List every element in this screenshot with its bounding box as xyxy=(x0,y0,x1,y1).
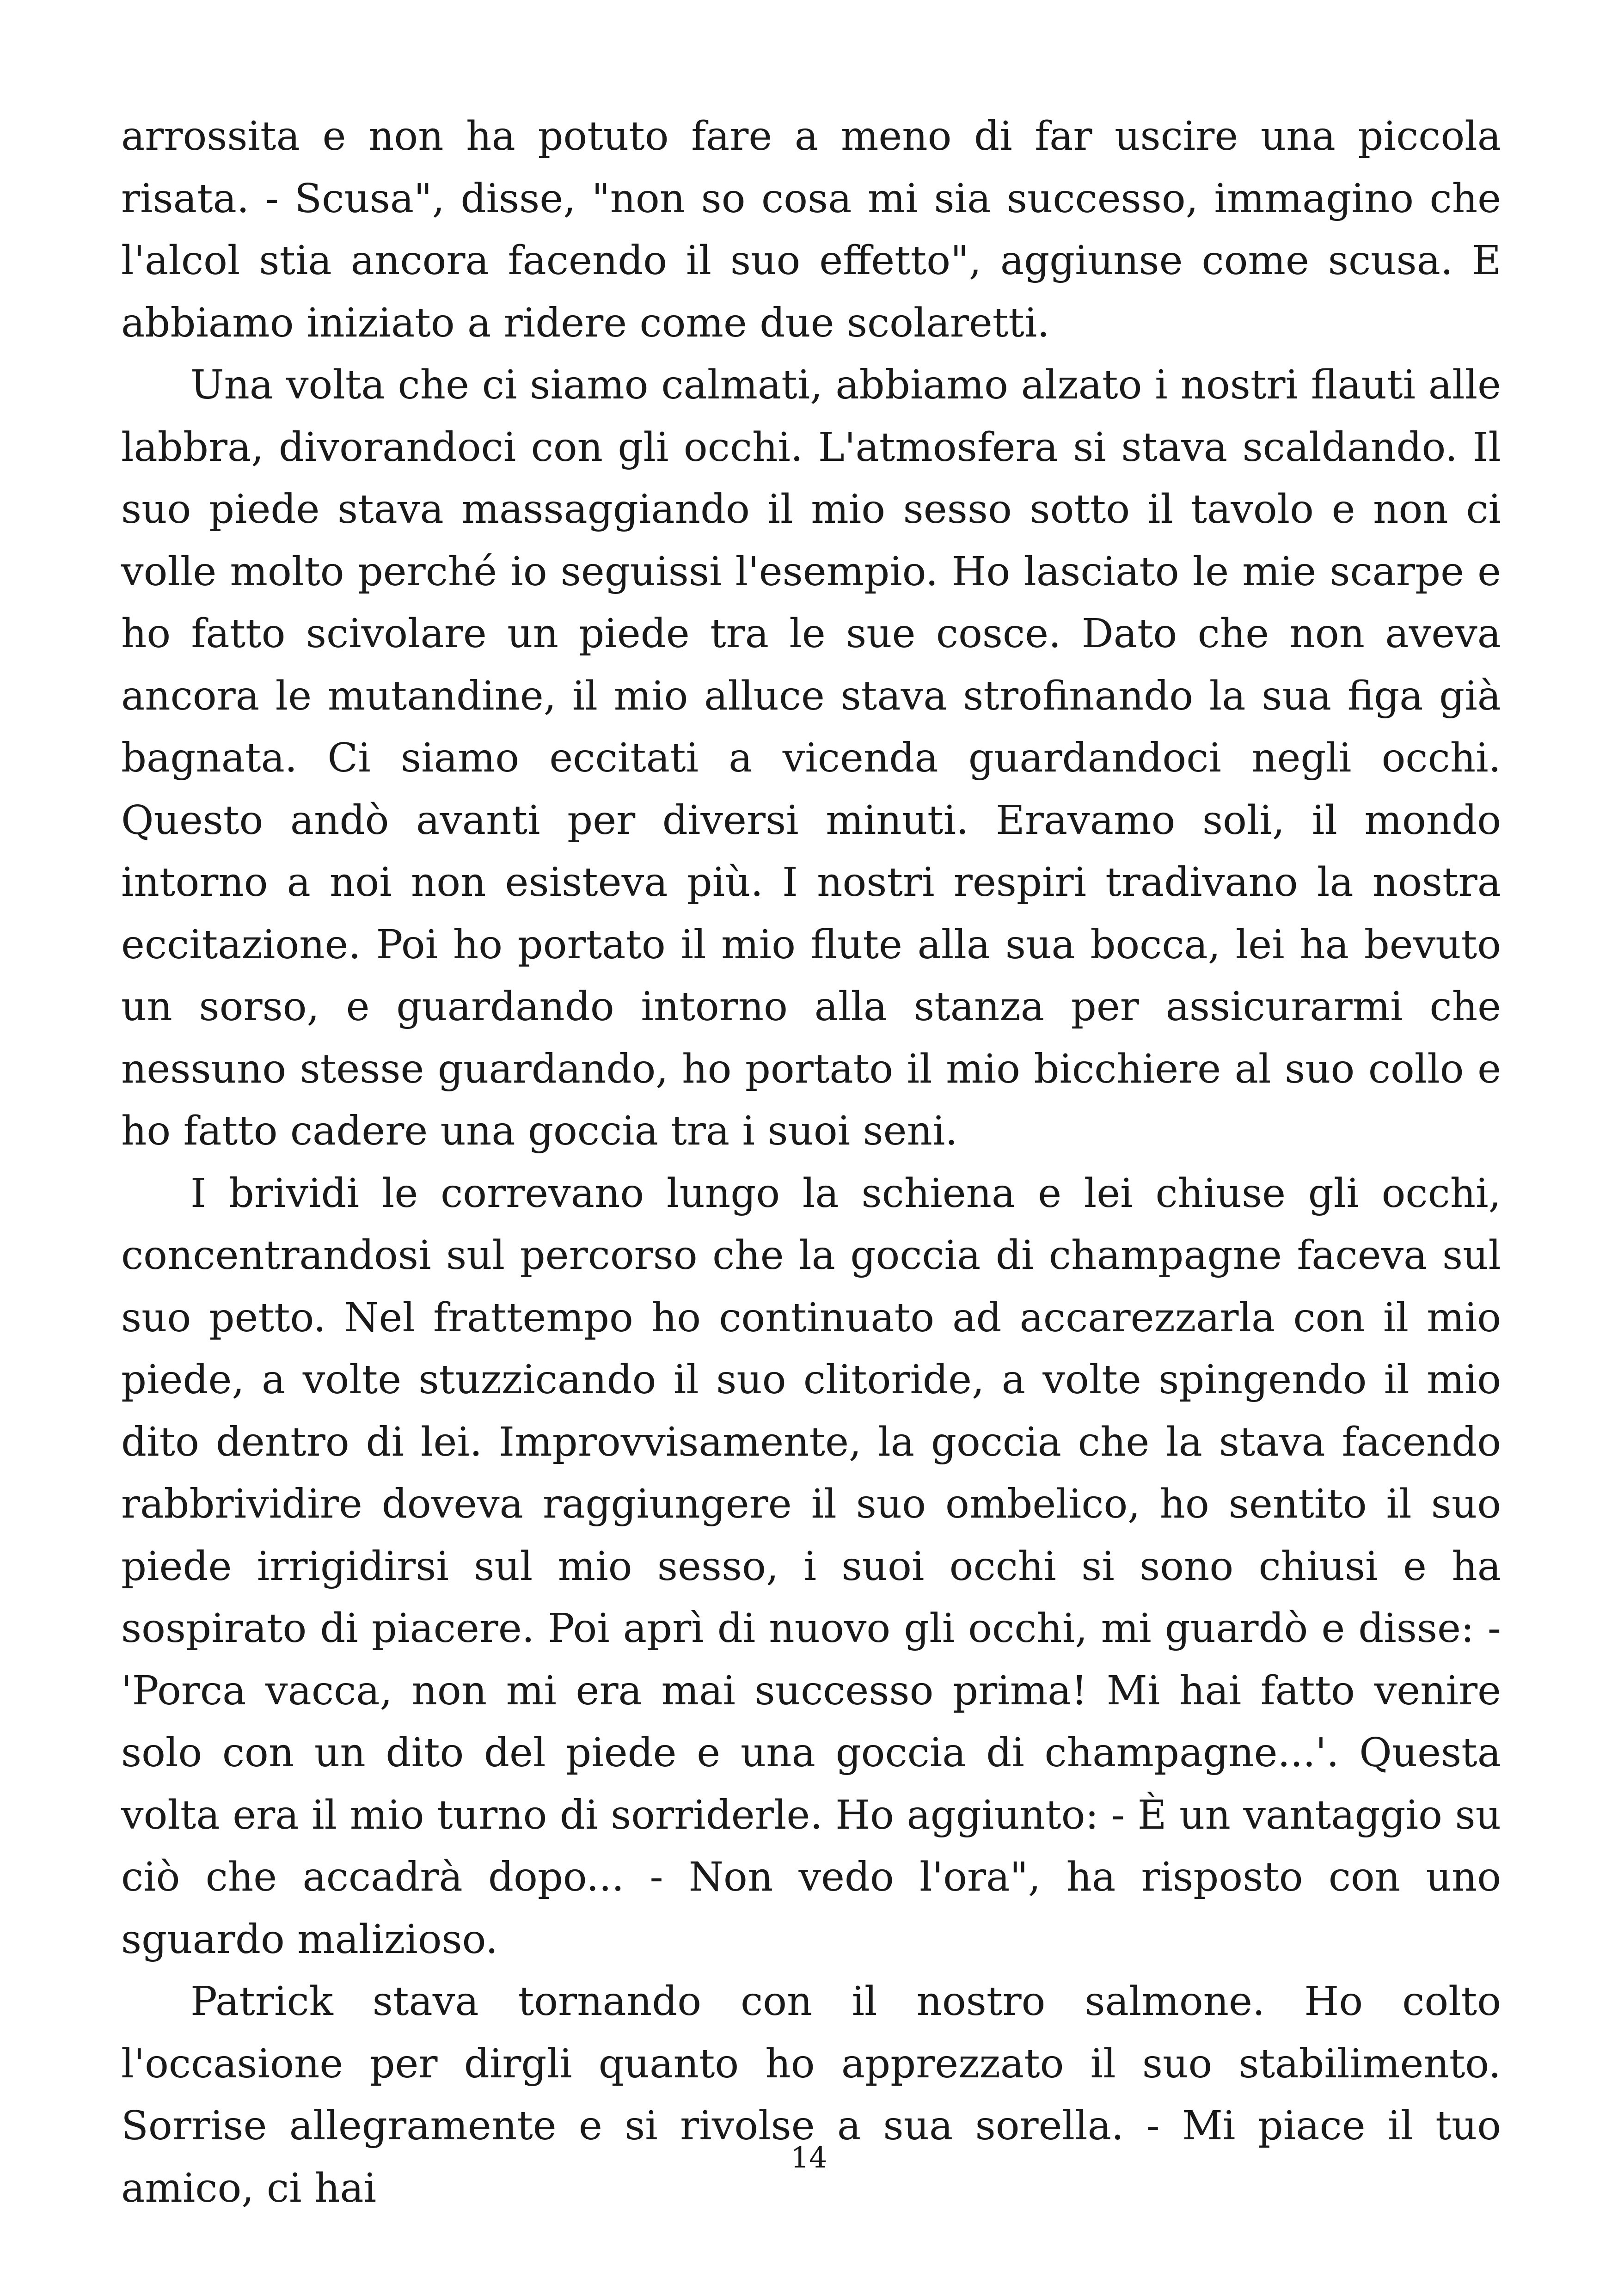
paragraph-4: Patrick stava tornando con il nostro salmone. Ho colto l'occasione per dirgli quanto ho apprezzato il suo stabilimento. Sorrise allegramente e si rivolse a sua sorella. - Mi piace il tuo amico, ci hai xyxy=(121,1978,1501,2211)
body-text xyxy=(121,105,1501,2219)
paragraph-1: arrossita e non ha potuto fare a meno di far uscire una piccola risata. - Scusa", disse, "non so cosa mi sia successo, immagino che l'alcol stia ancora facendo il suo effetto", aggiunse come scusa. E abbiamo iniziato a ridere come due scolaretti. xyxy=(121,113,1501,346)
page-number: 14 xyxy=(791,2141,827,2174)
paragraph-2: Una volta che ci siamo calmati, abbiamo alzato i nostri flauti alle labbra, divorandoci con gli occhi. L'atmosfera si stava scaldando. Il suo piede stava massaggiando il mio sesso sotto il tavolo e non ci volle molto perché io seguissi l'esempio. Ho lasciato le mie scarpe e ho fatto scivolare un piede tra le sue cosce. Dato che non aveva ancora le mutandine, il mio alluce stava strofinando la sua figa già bagnata. Ci siamo eccitati a vicenda guardandoci negli occhi. Questo andò avanti per diversi minuti. Eravamo soli, il mondo intorno a noi non esisteva più. I nostri respiri tradivano la nostra eccitazione. Poi ho portato il mio flute alla sua bocca, lei ha bevuto un sorso, e guardando intorno alla stanza per assicurarmi che nessuno stesse guardando, ho portato il mio bicchiere al suo collo e ho fatto cadere una goccia tra i suoi seni. xyxy=(121,362,1501,1154)
paragraph-3: I brividi le correvano lungo la schiena e lei chiuse gli occhi, concentrandosi sul percorso che la goccia di champagne faceva sul suo petto. Nel frattempo ho continuato ad accarezzarla con il mio piede, a volte stuzzicando il suo clitoride, a volte spingendo il mio dito dentro di lei. Improvvisamente, la goccia che la stava facendo rabbrividire doveva raggiungere il suo ombelico, ho sentito il suo piede irrigidirsi sul mio sesso, i suoi occhi si sono chiusi e ha sospirato di piacere. Poi aprì di nuovo gli occhi, mi guardò e disse: - 'Porca vacca, non mi era mai successo prima! Mi hai fatto venire solo con un dito del piede e una goccia di champagne...'. Questa volta era il mio turno di sorriderle. Ho aggiunto: - È un vantaggio su ciò che accadrà dopo... - Non vedo l'ora", ha risposto con uno sguardo malizioso. xyxy=(121,1170,1501,1963)
